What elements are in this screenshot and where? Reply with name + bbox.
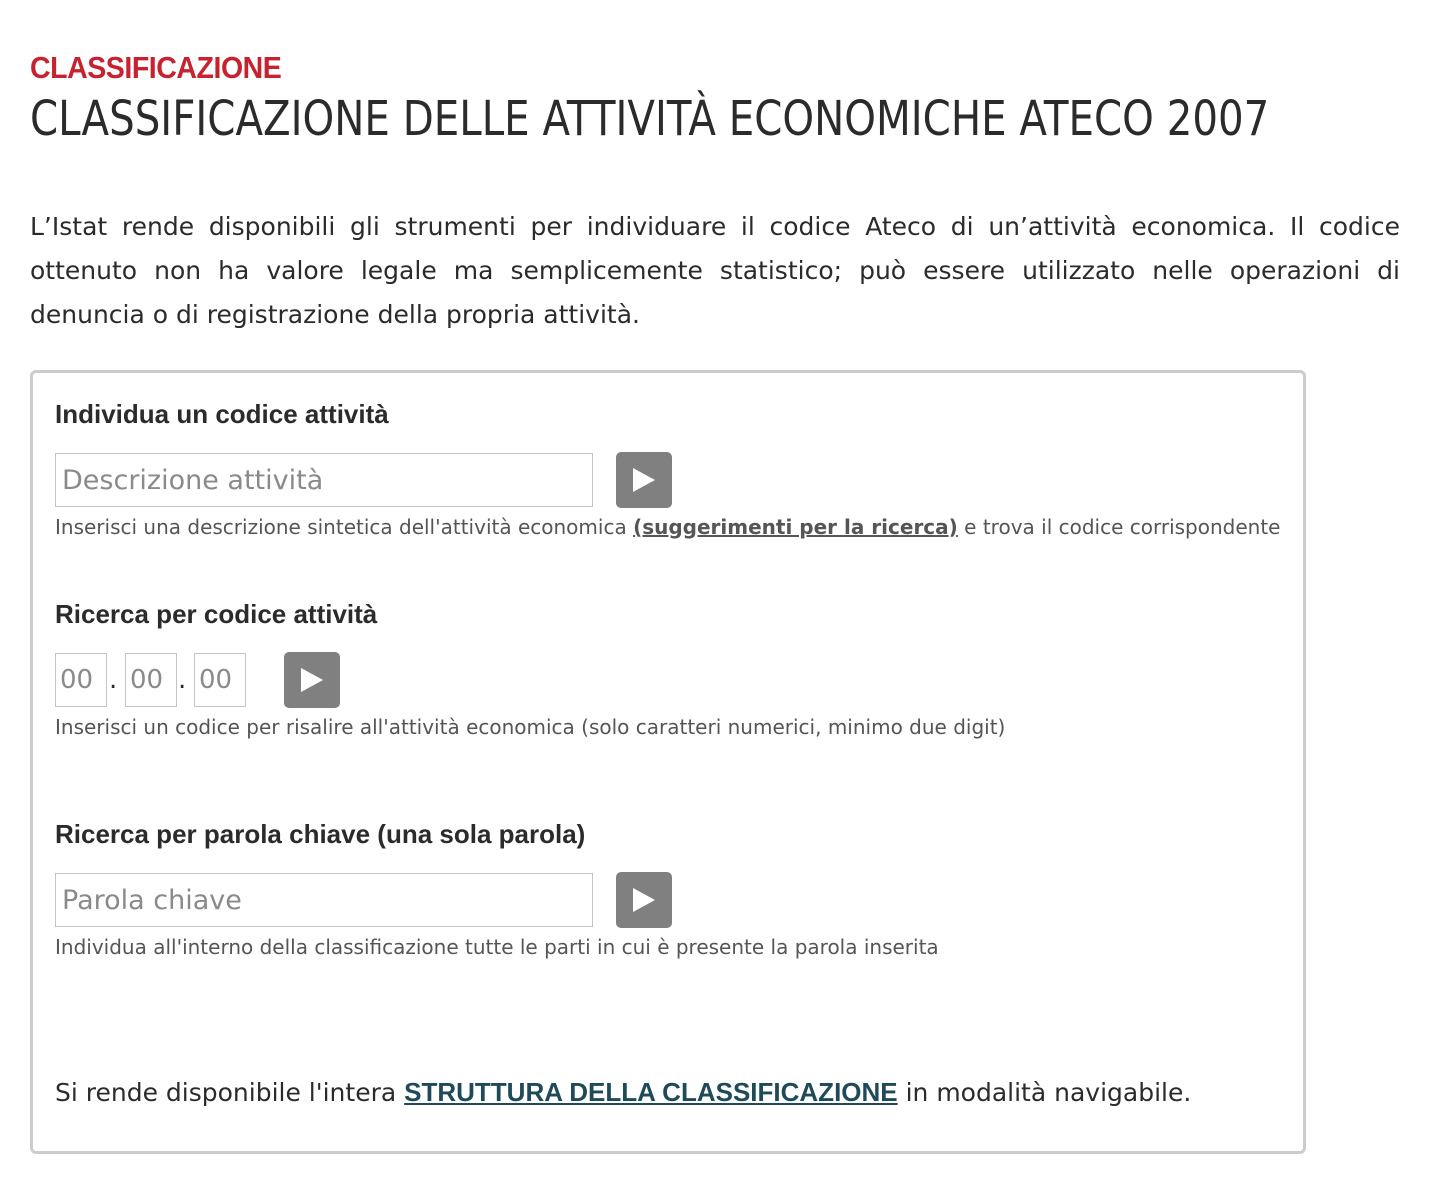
structure-note-text: Si rende disponibile l'intera xyxy=(55,1078,405,1107)
keyword-hint: Individua all'interno della classificazione tutte le parti in cui è presente la parola inserita xyxy=(55,935,939,959)
keyword-submit-button[interactable] xyxy=(616,872,672,928)
structure-note-text-end: in modalità navigabile. xyxy=(897,1078,1192,1107)
description-hint xyxy=(55,515,1281,539)
structure-note xyxy=(55,1077,1191,1108)
code-hint: Inserisci un codice per risalire all'attività economica (solo caratteri numerici, minimo due digit) xyxy=(55,715,1006,739)
description-hint-text-end: e trova il codice corrispondente xyxy=(957,515,1281,539)
code-separator: . xyxy=(109,665,118,695)
intro-paragraph: L’Istat rende disponibili gli strumenti per individuare il codice Ateco di un’attività economica. Il codice ottenuto non ha valore legale ma semplicemente statistico; può essere utilizzato nelle operazioni di denuncia o di registrazione della propria attività. xyxy=(30,212,1400,329)
page-title: CLASSIFICAZIONE DELLE ATTIVITÀ ECONOMICHE ATECO 2007 xyxy=(30,91,1270,147)
keyword-search-title: Ricerca per parola chiave (una sola parola) xyxy=(55,819,586,849)
play-icon xyxy=(299,666,325,694)
section-kicker: CLASSIFICAZIONE xyxy=(30,50,282,85)
classification-structure-link[interactable]: STRUTTURA DELLA CLASSIFICAZIONE xyxy=(404,1077,898,1107)
code-separator: . xyxy=(178,665,187,695)
code-submit-button[interactable] xyxy=(284,652,340,708)
description-hint-text: Inserisci una descrizione sintetica dell'attività economica xyxy=(55,515,634,539)
search-tips-link[interactable]: (suggerimenti per la ricerca) xyxy=(633,515,958,539)
code-field-2[interactable] xyxy=(125,653,177,707)
description-search-title: Individua un codice attività xyxy=(55,399,389,429)
play-icon xyxy=(631,886,657,914)
description-submit-button[interactable] xyxy=(616,452,672,508)
code-field-1[interactable] xyxy=(55,653,107,707)
page-header xyxy=(30,48,1400,329)
code-field-3[interactable] xyxy=(194,653,246,707)
play-icon xyxy=(631,466,657,494)
description-input[interactable] xyxy=(55,453,593,507)
code-search-title: Ricerca per codice attività xyxy=(55,599,378,629)
keyword-input[interactable] xyxy=(55,873,593,927)
search-panel xyxy=(30,370,1306,1154)
